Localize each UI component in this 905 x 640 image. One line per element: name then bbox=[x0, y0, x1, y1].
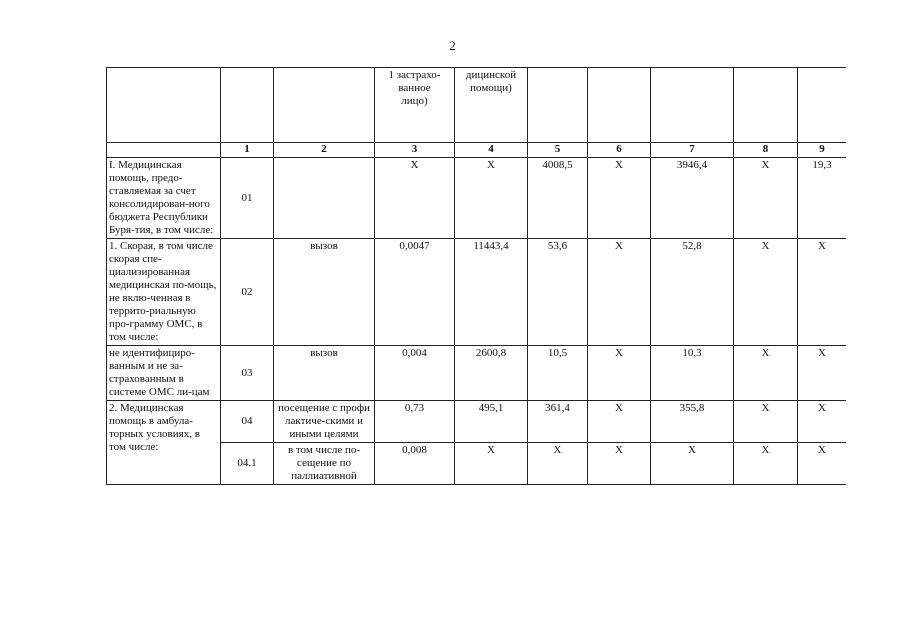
table-row bbox=[107, 239, 847, 346]
cell-col5: 361,4 bbox=[528, 401, 588, 443]
cell-col9: X bbox=[798, 443, 847, 485]
row-unit: вызов bbox=[274, 239, 375, 346]
cell-col4: 495,1 bbox=[455, 401, 528, 443]
row-unit: посещение с профи лактиче-скими и иными целями bbox=[274, 401, 375, 443]
cell-col3: X bbox=[375, 158, 455, 239]
row-unit: в том числе по-сещение по паллиативной bbox=[274, 443, 375, 485]
column-number-row bbox=[107, 143, 847, 158]
cell-col7: 10,3 bbox=[651, 346, 734, 401]
cell-col5: 10,5 bbox=[528, 346, 588, 401]
row-code: 02 bbox=[221, 239, 274, 346]
header-cell-col5 bbox=[528, 68, 588, 143]
cell-col4: X bbox=[455, 443, 528, 485]
column-number: 9 bbox=[798, 143, 847, 158]
column-number: 4 bbox=[455, 143, 528, 158]
column-number: 3 bbox=[375, 143, 455, 158]
cell-col7: 3946,4 bbox=[651, 158, 734, 239]
cell-col3: 0,73 bbox=[375, 401, 455, 443]
row-unit bbox=[274, 158, 375, 239]
column-number: 5 bbox=[528, 143, 588, 158]
cell-col9: X bbox=[798, 401, 847, 443]
cell-col8: X bbox=[734, 239, 798, 346]
row-code: 03 bbox=[221, 346, 274, 401]
cell-col9: X bbox=[798, 346, 847, 401]
column-number: 7 bbox=[651, 143, 734, 158]
cell-col4: X bbox=[455, 158, 528, 239]
cell-col6: X bbox=[588, 401, 651, 443]
row-code: 04 bbox=[221, 401, 274, 443]
page-number: 2 bbox=[449, 38, 456, 53]
header-cell-col6 bbox=[588, 68, 651, 143]
data-table bbox=[106, 67, 846, 485]
header-cell-col7 bbox=[651, 68, 734, 143]
cell-col8: X bbox=[734, 401, 798, 443]
column-number: 6 bbox=[588, 143, 651, 158]
header-continuation-row bbox=[107, 68, 847, 143]
cell-col8: X bbox=[734, 158, 798, 239]
cell-col5: 4008,5 bbox=[528, 158, 588, 239]
cell-col6: X bbox=[588, 158, 651, 239]
header-cell-col8 bbox=[734, 68, 798, 143]
table-row bbox=[107, 158, 847, 239]
cell-col5: X bbox=[528, 443, 588, 485]
cell-col7: X bbox=[651, 443, 734, 485]
cell-col8: X bbox=[734, 443, 798, 485]
header-cell-col4: дицинской помощи) bbox=[455, 68, 528, 143]
row-code: 04.1 bbox=[221, 443, 274, 485]
table-row bbox=[107, 401, 847, 443]
header-cell-unit bbox=[274, 68, 375, 143]
cell-col6: X bbox=[588, 346, 651, 401]
row-name: I. Медицинская помощь, предо-ставляемая за счет консолидирован-ного бюджета Республики Буря-тия, в том числе: bbox=[107, 158, 221, 239]
row-name: 2. Медицинская помощь в амбула-торных условиях, в том числе: bbox=[107, 401, 221, 485]
cell-col4: 11443,4 bbox=[455, 239, 528, 346]
cell-col9: 19,3 bbox=[798, 158, 847, 239]
cell-col6: X bbox=[588, 443, 651, 485]
cell-col7: 52,8 bbox=[651, 239, 734, 346]
column-number: 8 bbox=[734, 143, 798, 158]
column-number bbox=[107, 143, 221, 158]
column-number: 2 bbox=[274, 143, 375, 158]
cell-col5: 53,6 bbox=[528, 239, 588, 346]
header-cell-name bbox=[107, 68, 221, 143]
cell-col9: X bbox=[798, 239, 847, 346]
row-name: 1. Скорая, в том числе скорая спе-циализированная медицинская по-мощь, не вклю-ченная в террито-риальную про-грамму ОМС, в том числе: bbox=[107, 239, 221, 346]
table-container bbox=[106, 67, 846, 640]
table-row bbox=[107, 346, 847, 401]
cell-col3: 0,0047 bbox=[375, 239, 455, 346]
cell-col7: 355,8 bbox=[651, 401, 734, 443]
header-cell-col3: 1 застрахо- ванное лицо) bbox=[375, 68, 455, 143]
row-code: 01 bbox=[221, 158, 274, 239]
cell-col8: X bbox=[734, 346, 798, 401]
row-name: не идентифициро-ванным и не за-страхованным в системе ОМС ли-цам bbox=[107, 346, 221, 401]
cell-col4: 2600,8 bbox=[455, 346, 528, 401]
cell-col6: X bbox=[588, 239, 651, 346]
column-number: 1 bbox=[221, 143, 274, 158]
cell-col3: 0,004 bbox=[375, 346, 455, 401]
header-cell-code bbox=[221, 68, 274, 143]
row-unit: вызов bbox=[274, 346, 375, 401]
header-cell-col9 bbox=[798, 68, 847, 143]
cell-col3: 0,008 bbox=[375, 443, 455, 485]
